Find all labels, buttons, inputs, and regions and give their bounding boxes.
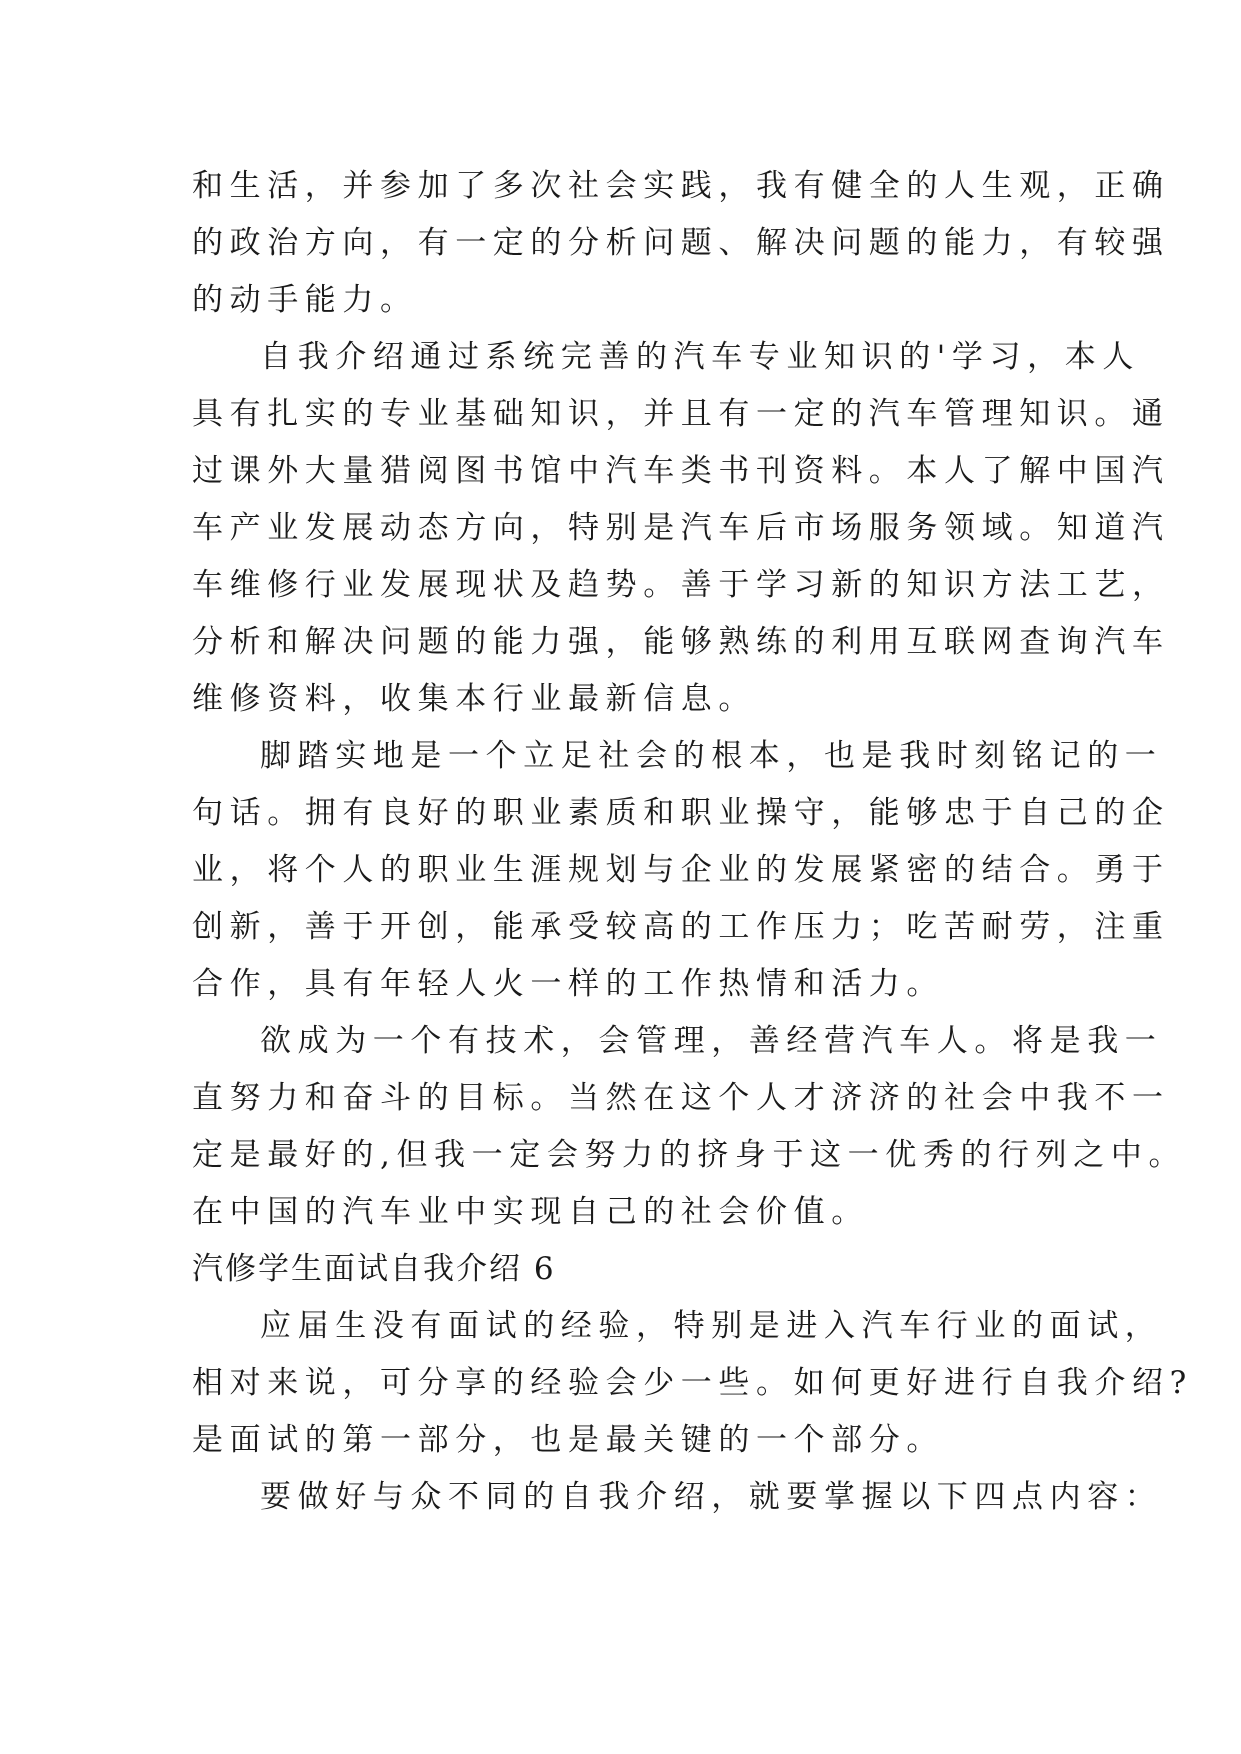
text-line: 和生活，并参加了多次社会实践，我有健全的人生观，正确 [192, 168, 1170, 204]
section-heading [192, 1241, 1062, 1298]
text-line: 合作，具有年轻人火一样的工作热情和活力。 [192, 966, 944, 1002]
text-line: 车产业发展动态方向，特别是汽车后市场服务领域。知道汽 [192, 510, 1170, 546]
text-line: 在中国的汽车业中实现自己的社会价值。 [192, 1194, 869, 1230]
text-line: 相对来说，可分享的经验会少一些。如何更好进行自我介绍? [192, 1365, 1193, 1401]
text-line: 脚踏实地是一个立足社会的根本，也是我时刻铭记的一 [260, 738, 1163, 774]
text-line: 创新，善于开创，能承受较高的工作压力；吃苦耐劳，注重 [192, 909, 1170, 945]
text-line: 定是最好的,但我一定会努力的挤身于这一优秀的行列之中。 [192, 1137, 1187, 1173]
paragraph [192, 1469, 1163, 1526]
heading-text: 汽修学生面试自我介绍 6 [192, 1251, 556, 1287]
text-line: 自我介绍通过系统完善的汽车专业知识的'学习，本人 [260, 339, 1140, 375]
text-line: 的动手能力。 [192, 282, 418, 318]
document-body [192, 158, 1193, 1526]
text-line: 车维修行业发展现状及趋势。善于学习新的知识方法工艺， [192, 567, 1170, 603]
paragraph [192, 1298, 1193, 1469]
text-line: 业，将个人的职业生涯规划与企业的发展紧密的结合。勇于 [192, 852, 1170, 888]
paragraph [192, 158, 1170, 329]
text-line: 直努力和奋斗的目标。当然在这个人才济济的社会中我不一 [192, 1080, 1170, 1116]
paragraph [192, 1013, 1187, 1241]
text-line: 应届生没有面试的经验，特别是进入汽车行业的面试， [260, 1308, 1163, 1344]
paragraph [192, 329, 1170, 728]
text-line: 要做好与众不同的自我介绍，就要掌握以下四点内容： [260, 1479, 1163, 1515]
text-line: 的政治方向，有一定的分析问题、解决问题的能力，有较强 [192, 225, 1170, 261]
text-line: 是面试的第一部分，也是最关键的一个部分。 [192, 1422, 944, 1458]
text-line: 具有扎实的专业基础知识，并且有一定的汽车管理知识。通 [192, 396, 1170, 432]
text-line: 句话。拥有良好的职业素质和职业操守，能够忠于自己的企 [192, 795, 1170, 831]
text-line: 欲成为一个有技术，会管理，善经营汽车人。将是我一 [260, 1023, 1163, 1059]
text-line: 过课外大量猎阅图书馆中汽车类书刊资料。本人了解中国汽 [192, 453, 1170, 489]
paragraph [192, 728, 1170, 1013]
text-line: 维修资料，收集本行业最新信息。 [192, 681, 756, 717]
text-line: 分析和解决问题的能力强，能够熟练的利用互联网查询汽车 [192, 624, 1170, 660]
